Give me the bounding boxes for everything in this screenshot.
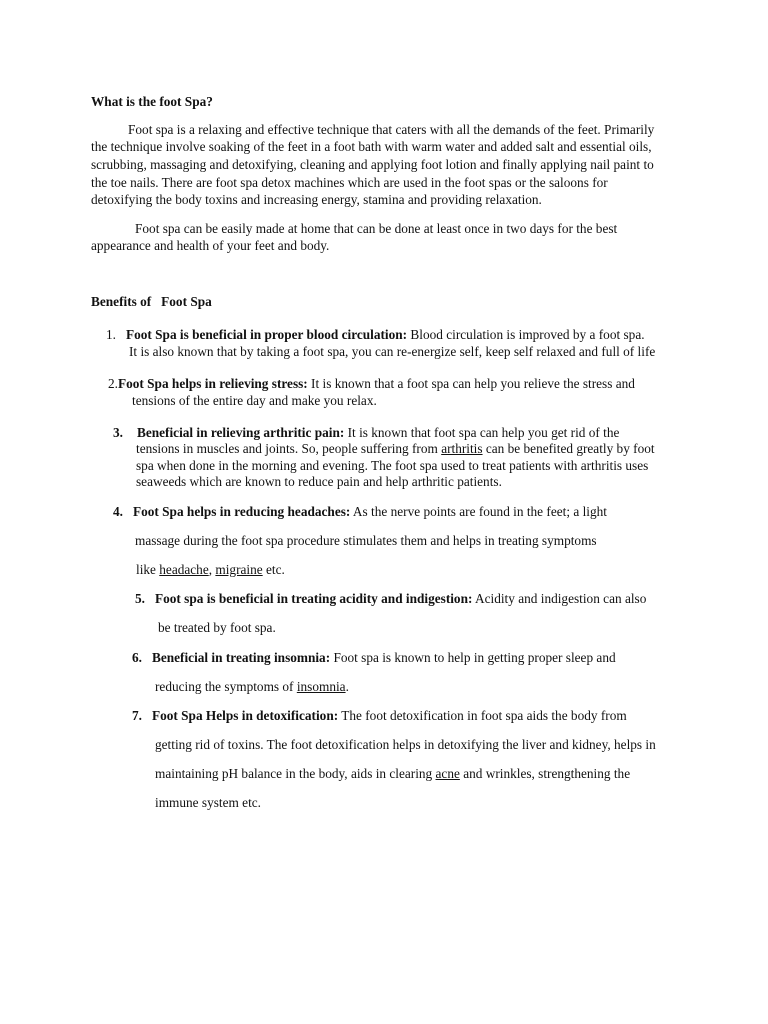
acne-link[interactable]: acne: [435, 766, 460, 781]
paragraph-line: Foot spa is a relaxing and effective technique that caters with all the demands of the feet. Primarily: [128, 122, 655, 137]
item-title: Foot spa is beneficial in treating acidity and indigestion:: [154, 591, 473, 606]
item-text: and wrinkles, strengthening the: [459, 766, 631, 781]
headache-link[interactable]: headache: [159, 562, 209, 577]
item-number: 2.: [108, 376, 118, 391]
item-text: As the nerve points are found in the feet; a light: [350, 504, 607, 519]
paragraph-line: the technique involve soaking of the feet in a foot bath with warm water and added salt and essential oils,: [91, 139, 652, 154]
paragraph-line: scrubbing, massaging and detoxifying, cleaning and applying foot lotion and finally applying nail paint to: [91, 157, 654, 172]
paragraph-line: the toe nails. There are foot spa detox machines which are used in the foot spas or the saloons for: [91, 175, 608, 190]
item-text: reducing the symptoms of: [155, 679, 297, 694]
item-title: Beneficial in treating insomnia:: [151, 650, 331, 665]
arthritis-link[interactable]: arthritis: [441, 441, 483, 456]
paragraph-line: Foot spa can be easily made at home that can be done at least once in two days for the best: [135, 221, 618, 236]
item-text: Blood circulation is improved by a foot spa.: [407, 327, 645, 342]
item-number: 3.: [113, 425, 123, 440]
item-text: Foot spa is known to help in getting proper sleep and: [330, 650, 616, 665]
item-line: spa when done in the morning and evening. The foot spa used to treat patients with arthritis uses: [136, 458, 649, 473]
item-line: be treated by foot spa.: [158, 620, 276, 635]
item-text: .: [345, 679, 349, 694]
item-title: Foot Spa helps in reducing headaches:: [132, 504, 351, 519]
item-text: etc.: [262, 562, 285, 577]
item-title: Foot Spa is beneficial in proper blood circulation:: [125, 327, 408, 342]
item-text: It is known that foot spa can help you get rid of the: [344, 425, 620, 440]
item-number: 1.: [106, 327, 116, 342]
item-number: 6.: [132, 650, 142, 665]
item-text: like: [136, 562, 160, 577]
benefits-heading: Benefits of Foot Spa: [91, 294, 212, 309]
item-text: can be benefited greatly by foot: [482, 441, 655, 456]
item-text: tensions in muscles and joints. So, people suffering from: [136, 441, 442, 456]
item-line: seaweeds which are known to reduce pain and help arthritic patients.: [136, 474, 502, 489]
item-line: getting rid of toxins. The foot detoxification helps in detoxifying the liver and kidney, helps in: [155, 737, 656, 752]
item-text: The foot detoxification in foot spa aids the body from: [338, 708, 627, 723]
item-text: It is known that a foot spa can help you relieve the stress and: [307, 376, 635, 391]
item-number: 7.: [132, 708, 142, 723]
item-title: Foot Spa Helps in detoxification:: [151, 708, 339, 723]
item-title: Foot Spa helps in relieving stress:: [117, 376, 308, 391]
item-number: 4.: [113, 504, 123, 519]
item-line: immune system etc.: [155, 795, 261, 810]
item-line: massage during the foot spa procedure stimulates them and helps in treating symptoms: [135, 533, 597, 548]
item-number: 5.: [135, 591, 145, 606]
item-text: maintaining pH balance in the body, aids in clearing: [155, 766, 436, 781]
item-line: tensions of the entire day and make you relax.: [132, 393, 377, 408]
item-text: Acidity and indigestion can also: [472, 591, 647, 606]
insomnia-link[interactable]: insomnia: [296, 679, 346, 694]
migraine-link[interactable]: migraine: [215, 562, 263, 577]
item-text: ,: [208, 562, 216, 577]
paragraph-line: detoxifying the body toxins and increasing energy, stamina and providing relaxation.: [91, 192, 542, 207]
page-title: What is the foot Spa?: [91, 94, 213, 109]
item-title: Beneficial in relieving arthritic pain:: [136, 425, 345, 440]
paragraph-line: appearance and health of your feet and body.: [91, 238, 330, 253]
item-line: It is also known that by taking a foot spa, you can re-energize self, keep self relaxed and full of life: [129, 344, 656, 359]
